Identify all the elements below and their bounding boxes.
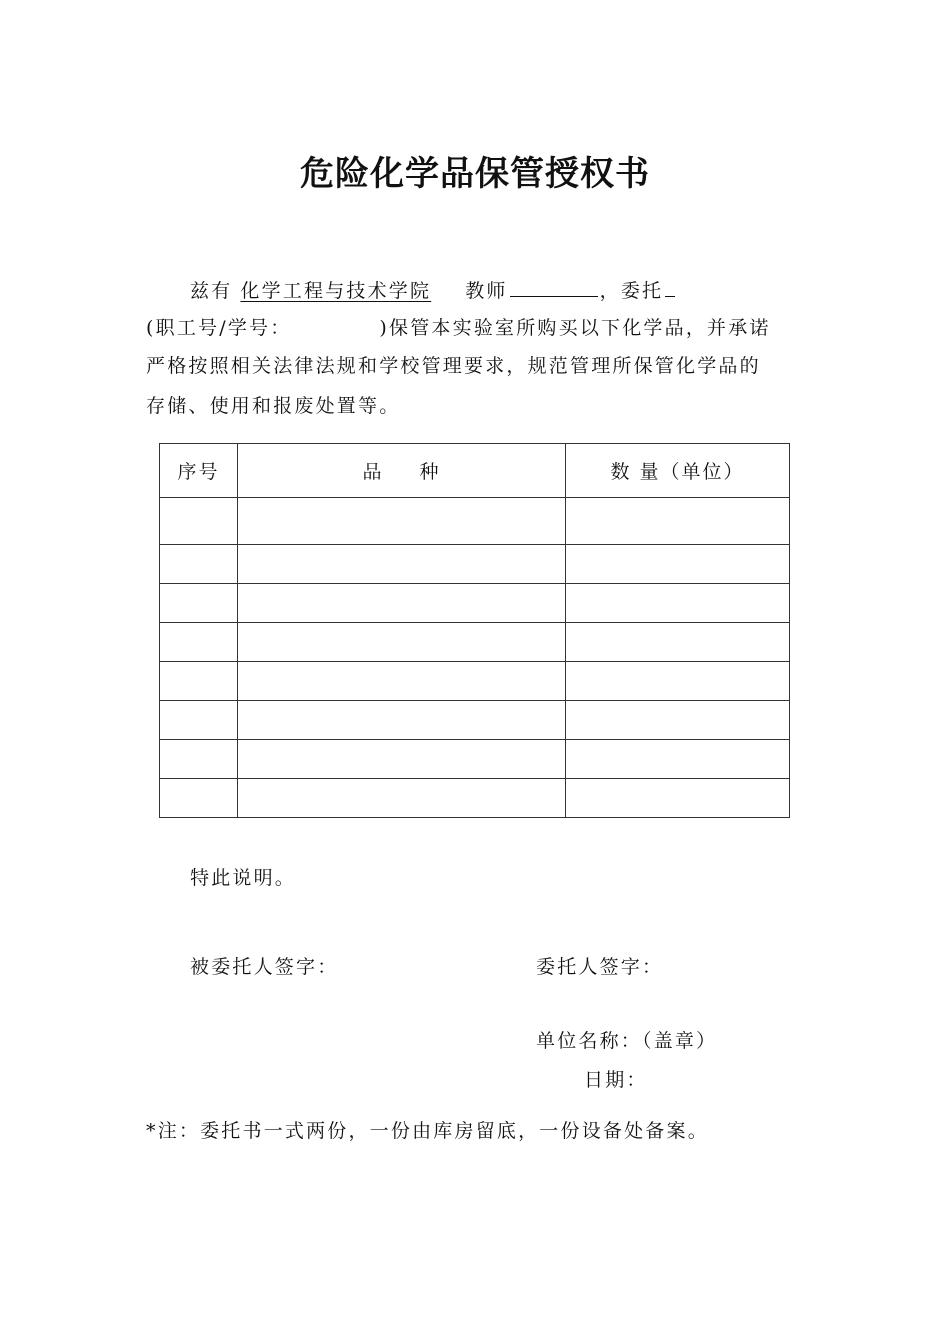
table-cell[interactable] (566, 498, 790, 545)
table-cell[interactable] (160, 740, 238, 779)
table-cell[interactable] (238, 623, 566, 662)
trustee-name-blank[interactable] (665, 276, 675, 297)
paragraph-line-4: 存储、使用和报废处置等。 (146, 395, 401, 417)
table-row (160, 623, 790, 662)
table-row (160, 779, 790, 818)
table-cell[interactable] (160, 545, 238, 584)
table-cell[interactable] (238, 545, 566, 584)
table-cell[interactable] (238, 740, 566, 779)
paragraph-line-1 (190, 276, 677, 305)
date-label: 日期： (584, 1069, 648, 1091)
table-cell[interactable] (160, 584, 238, 623)
closing-statement: 特此说明。 (190, 867, 297, 889)
table-cell[interactable] (160, 662, 238, 701)
table-cell[interactable] (566, 779, 790, 818)
intro-prefix: 兹有 (190, 280, 233, 302)
table-cell[interactable] (566, 662, 790, 701)
table-cell[interactable] (566, 701, 790, 740)
college-field (232, 280, 465, 302)
table-cell[interactable] (566, 623, 790, 662)
table-row (160, 545, 790, 584)
paragraph-line-3: 严格按照相关法律法规和学校管理要求，规范管理所保管化学品的 (146, 355, 761, 377)
header-item: 品 种 (238, 444, 566, 498)
chemicals-table (159, 443, 790, 818)
table-row (160, 498, 790, 545)
header-serial: 序号 (160, 444, 238, 498)
staff-id-label: (职工号/学号： (146, 317, 292, 339)
truster-signature-label: 委托人签字： (536, 956, 664, 978)
trustee-signature-label: 被委托人签字： (190, 956, 339, 978)
entrust-label: ，委托 (599, 280, 664, 302)
paragraph-line-2 (146, 314, 771, 342)
table-row (160, 662, 790, 701)
unit-name-label: 单位名称：（盖章） (536, 1030, 718, 1052)
footnote: *注：委托书一式两份，一份由库房留底，一份设备处备案。 (146, 1120, 709, 1142)
document-title: 危险化学品保管授权书 (300, 154, 650, 194)
table-cell[interactable] (238, 498, 566, 545)
table-cell[interactable] (238, 584, 566, 623)
paragraph-line-2-rest: )保管本实验室所购买以下化学品，并承诺 (379, 317, 771, 339)
table-header-row (160, 444, 790, 498)
college-name: 化学工程与技术学院 (240, 280, 432, 302)
table-cell[interactable] (160, 701, 238, 740)
table-cell[interactable] (566, 584, 790, 623)
table-cell[interactable] (238, 701, 566, 740)
table-cell[interactable] (238, 779, 566, 818)
table-row (160, 584, 790, 623)
teacher-label: 教师 (465, 280, 508, 302)
teacher-name-blank[interactable] (510, 276, 598, 297)
table-cell[interactable] (160, 779, 238, 818)
header-quantity: 数 量（单位） (566, 444, 790, 498)
table-cell[interactable] (566, 740, 790, 779)
table-row (160, 740, 790, 779)
table-cell[interactable] (160, 623, 238, 662)
table-cell[interactable] (566, 545, 790, 584)
table-row (160, 701, 790, 740)
table-cell[interactable] (238, 662, 566, 701)
table-cell[interactable] (160, 498, 238, 545)
